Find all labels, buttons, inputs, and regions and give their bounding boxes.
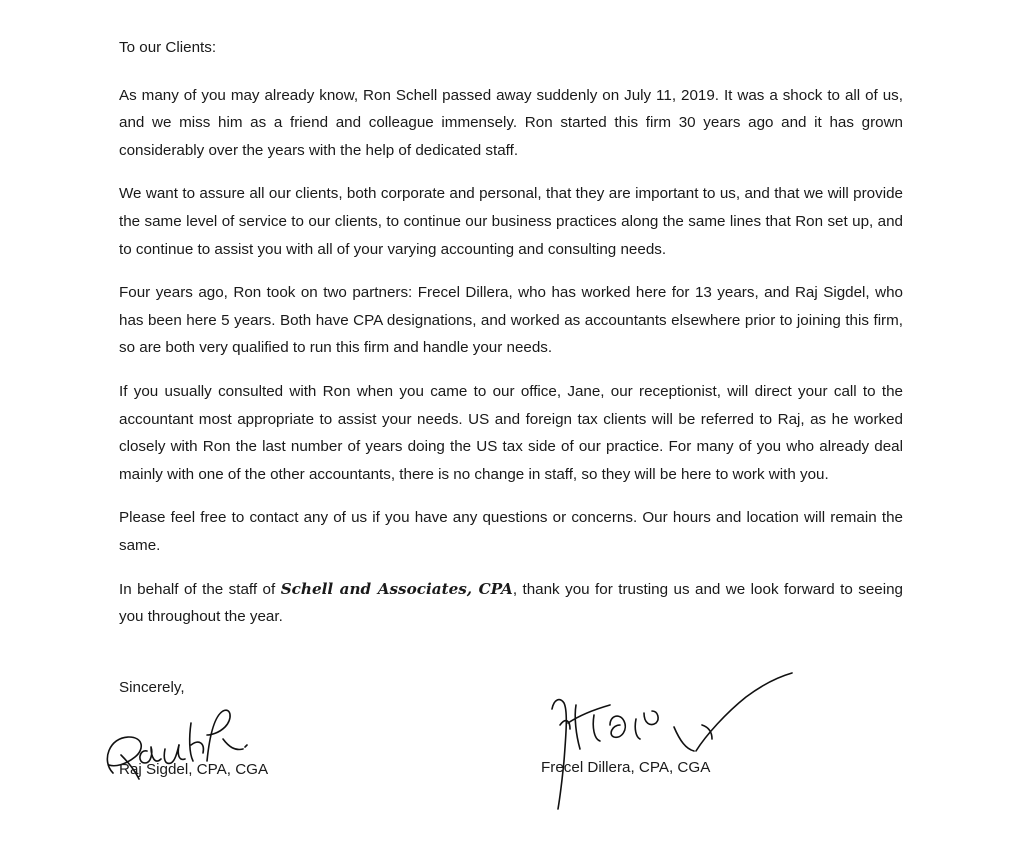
thanks-text-after: , thank you for trusting us and we look forward to seeing you throughout the year. — [119, 580, 903, 626]
signatory-raj-sigdel: Raj Sigdel, CPA, CGA — [119, 761, 269, 778]
paragraph-passing: As many of you may already know, Ron Schell passed away suddenly on July 11, 2019. It was a shock to all of us, and we miss him as a friend and colleague immensely. Ron started this firm 30 years ago and it has grown considerably over the years with the help of dedicated staff. — [119, 86, 903, 159]
thanks-text-before: In behalf of the staff of — [119, 580, 281, 598]
paragraph-assurance: We want to assure all our clients, both corporate and personal, that they are important to us, and that we will provide the same level of service to our clients, to continue our business practices along the same lines that Ron set up, and to continue to assist you with all of your varying accounting and consulting needs. — [119, 185, 903, 258]
paragraph-contacts: If you usually consulted with Ron when you came to our office, Jane, our receptionist, will direct your call to the accountant most appropriate to assist your needs. US and foreign tax clients will be referred to Raj, as he worked closely with Ron the last number of years doing the US tax side of our practice. For many of you who already deal mainly with one of the other accountants, there is no change in staff, so they will be here to work with you. — [119, 382, 903, 483]
closing: Sincerely, — [119, 679, 185, 696]
signatory-frecel-dillera: Frecel Dillera, CPA, CGA — [541, 759, 711, 776]
paragraph-thanks — [119, 576, 903, 631]
salutation: To our Clients: — [119, 39, 217, 56]
letter-body — [119, 34, 903, 647]
signature-frecel-dillera-icon — [540, 665, 810, 815]
paragraph-questions: Please feel free to contact any of us if you have any questions or concerns. Our hours and location will remain the same. — [119, 509, 903, 554]
signature-raj-sigdel-icon — [95, 695, 255, 795]
firm-name: Schell and Associates, CPA — [280, 579, 513, 598]
paragraph-partners: Four years ago, Ron took on two partners: Frecel Dillera, who has worked here for 13 years, and Raj Sigdel, who has been here 5 years. Both have CPA designations, and worked as accountants elsewhere prior to joining this firm, so are both very qualified to run this firm and handle your needs. — [119, 284, 903, 357]
